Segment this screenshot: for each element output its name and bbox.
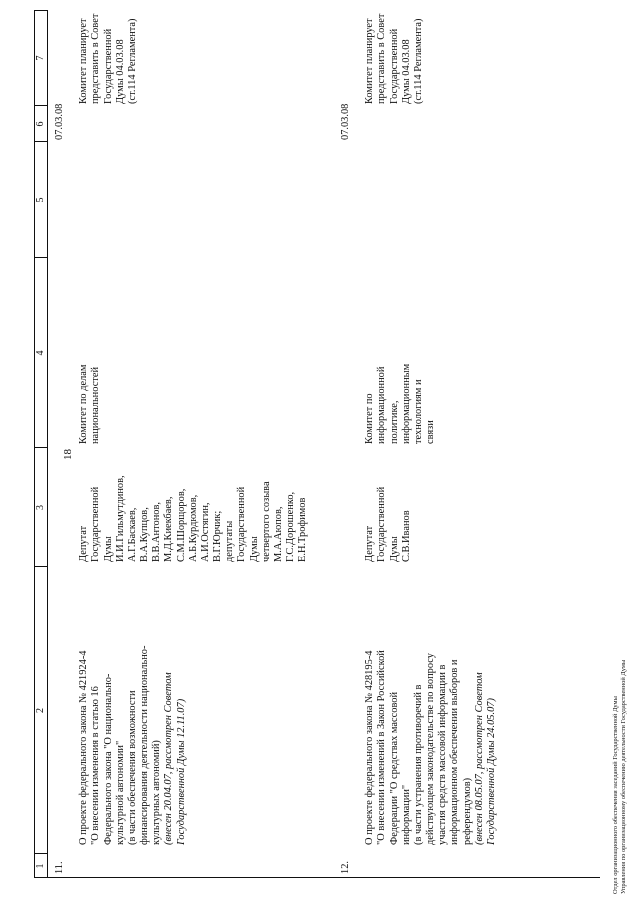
committee-note: Комитет планирует представить в Совет Государственной Думы 04.03.08 (ст.114 Регламента) <box>78 13 138 104</box>
bills-table <box>34 10 600 878</box>
responsible-committee: Комитет по информационной политике, информационным технологиям и связи <box>364 363 437 444</box>
bill-title: О проекте федерального закона № 421924-4 "О внесении изменения в статью 16 Федерального закона "О национально- культурной автономии" (в части обеспечения возможности финансирования деятельности национально- культурных автономий) (внесен 20.04.07, рассмотрен Советом Государственной Думы 12.11.07) <box>78 645 187 845</box>
committee-note: Комитет планирует представить в Совет Государственной Думы 04.03.08 (ст.114 Регламента) <box>364 13 424 104</box>
page-number: 18 <box>62 449 74 460</box>
footer-dept: Отдел организационного обеспечения заседаний Государственной Думы <box>612 696 619 894</box>
row-number: 11. <box>54 861 65 874</box>
planned-date: 07.03.08 <box>340 103 351 140</box>
header-col-4: 4 <box>35 350 46 356</box>
header-col-5: 5 <box>35 197 46 203</box>
header-col-1: 1 <box>35 863 46 869</box>
header-col-2: 2 <box>35 708 46 713</box>
footer-directorate: Управления по организационному обеспечению деятельности Государственной Думы <box>620 659 627 894</box>
row-number: 12. <box>340 861 351 874</box>
bill-authors: Депутат Государственной Думы С.В.Иванов <box>364 486 412 562</box>
header-col-6: 6 <box>35 121 46 127</box>
responsible-committee: Комитет по делам национальностей <box>78 364 102 444</box>
bill-authors: Депутат Государственной Думы И.И.Гильмутдинов, А.Г.Баскаев, В.А.Купцов, В.В.Антонов, М.Д.Киекбаев, С.М.Шорщоров, А.Б.Курдюмов, А.И.Остягин, В.Г.Юрчик; депутаты Государственной Думы четвертого созыва М.А.Аюпов, Г.С.Дорошенко, Е.Н.Трофимов <box>78 475 309 562</box>
bill-title: О проекте федерального закона № 428195-4 "О внесении изменений в Закон Российской Федерации "О средствах массовой информации" (в части устранения противоречий в действующем законодательстве по вопросу участия средств массовой информации в информационном обеспечении выборов и референдумов) (внесен 08.05.07, рассмотрен Советом Государственной Думы 24.05.07) <box>364 650 497 845</box>
header-col-3: 3 <box>35 505 46 510</box>
header-col-7: 7 <box>35 55 46 61</box>
planned-date: 07.03.08 <box>54 103 65 140</box>
